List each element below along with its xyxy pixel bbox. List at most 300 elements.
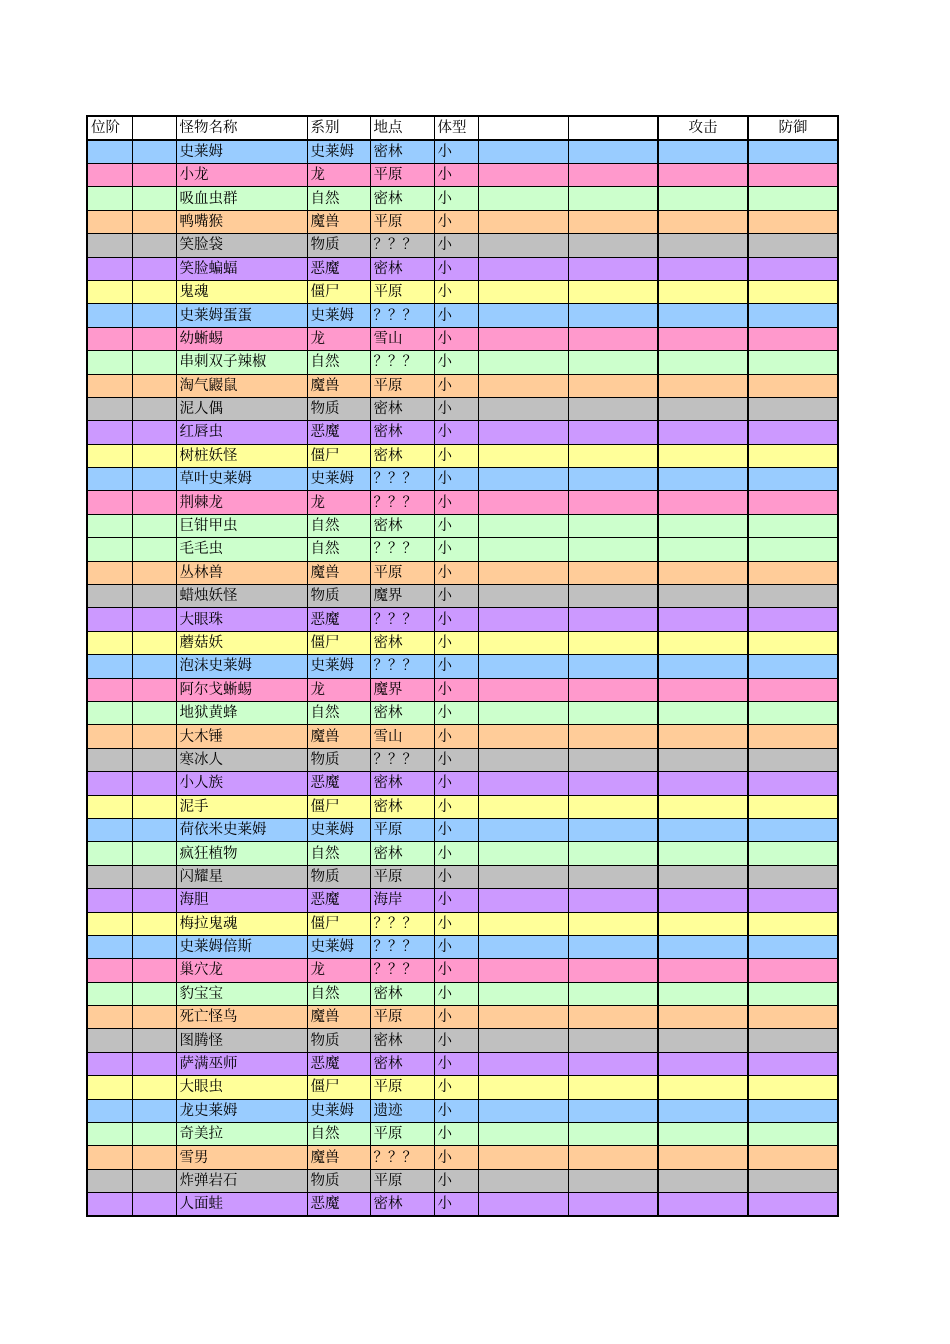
attack-cell bbox=[658, 959, 748, 982]
blank-cell bbox=[568, 351, 658, 374]
monster-name-cell: 疯狂植物 bbox=[176, 842, 307, 865]
location-cell: 密林 bbox=[370, 397, 434, 420]
family-cell: 物质 bbox=[307, 234, 370, 257]
blank-cell bbox=[478, 514, 568, 537]
attack-cell bbox=[658, 678, 748, 701]
rank-cell bbox=[87, 351, 132, 374]
rank-cell bbox=[87, 1146, 132, 1169]
blank-cell bbox=[568, 889, 658, 912]
header-attack: 攻击 bbox=[658, 116, 748, 140]
table-row bbox=[87, 1076, 838, 1099]
rank-cell bbox=[87, 842, 132, 865]
size-cell: 小 bbox=[434, 140, 478, 164]
attack-cell bbox=[658, 748, 748, 771]
blank-cell bbox=[478, 327, 568, 350]
blank-cell bbox=[132, 514, 176, 537]
table-row bbox=[87, 421, 838, 444]
blank-cell bbox=[568, 164, 658, 187]
defense-cell bbox=[748, 678, 838, 701]
blank-cell bbox=[568, 1052, 658, 1075]
defense-cell bbox=[748, 257, 838, 280]
blank-cell bbox=[568, 678, 658, 701]
monster-name-cell: 串刺双子辣椒 bbox=[176, 351, 307, 374]
defense-cell bbox=[748, 538, 838, 561]
location-cell: 平原 bbox=[370, 865, 434, 888]
blank-cell bbox=[568, 1029, 658, 1052]
family-cell: 自然 bbox=[307, 842, 370, 865]
family-cell: 龙 bbox=[307, 678, 370, 701]
location-cell: 雪山 bbox=[370, 327, 434, 350]
blank-cell bbox=[478, 748, 568, 771]
blank-cell bbox=[568, 280, 658, 303]
family-cell: 龙 bbox=[307, 164, 370, 187]
attack-cell bbox=[658, 889, 748, 912]
blank-cell bbox=[478, 772, 568, 795]
blank-cell bbox=[568, 514, 658, 537]
location-cell: 海岸 bbox=[370, 889, 434, 912]
blank-cell bbox=[478, 257, 568, 280]
rank-cell bbox=[87, 585, 132, 608]
table-row bbox=[87, 889, 838, 912]
family-cell: 史莱姆 bbox=[307, 304, 370, 327]
blank-cell bbox=[132, 444, 176, 467]
defense-cell bbox=[748, 514, 838, 537]
monster-name-cell: 笑脸袋 bbox=[176, 234, 307, 257]
blank-cell bbox=[132, 538, 176, 561]
defense-cell bbox=[748, 1193, 838, 1217]
blank-cell bbox=[478, 1123, 568, 1146]
family-cell: 僵尸 bbox=[307, 444, 370, 467]
rank-cell bbox=[87, 561, 132, 584]
attack-cell bbox=[658, 655, 748, 678]
size-cell: 小 bbox=[434, 772, 478, 795]
blank-cell bbox=[132, 187, 176, 210]
blank-cell bbox=[478, 795, 568, 818]
table-row bbox=[87, 351, 838, 374]
header-blank-1 bbox=[132, 116, 176, 140]
size-cell: 小 bbox=[434, 889, 478, 912]
blank-cell bbox=[568, 234, 658, 257]
rank-cell bbox=[87, 140, 132, 164]
table-row bbox=[87, 257, 838, 280]
defense-cell bbox=[748, 210, 838, 233]
size-cell: 小 bbox=[434, 327, 478, 350]
table-row bbox=[87, 1123, 838, 1146]
defense-cell bbox=[748, 561, 838, 584]
table-row bbox=[87, 164, 838, 187]
table-row bbox=[87, 865, 838, 888]
blank-cell bbox=[568, 725, 658, 748]
blank-cell bbox=[478, 304, 568, 327]
blank-cell bbox=[568, 585, 658, 608]
size-cell: 小 bbox=[434, 234, 478, 257]
size-cell: 小 bbox=[434, 585, 478, 608]
attack-cell bbox=[658, 842, 748, 865]
family-cell: 物质 bbox=[307, 585, 370, 608]
rank-cell bbox=[87, 257, 132, 280]
attack-cell bbox=[658, 351, 748, 374]
family-cell: 龙 bbox=[307, 327, 370, 350]
size-cell: 小 bbox=[434, 491, 478, 514]
table-row bbox=[87, 327, 838, 350]
rank-cell bbox=[87, 397, 132, 420]
location-cell: 密林 bbox=[370, 187, 434, 210]
table-row bbox=[87, 842, 838, 865]
rank-cell bbox=[87, 818, 132, 841]
size-cell: 小 bbox=[434, 468, 478, 491]
attack-cell bbox=[658, 725, 748, 748]
attack-cell bbox=[658, 304, 748, 327]
table-row bbox=[87, 959, 838, 982]
defense-cell bbox=[748, 655, 838, 678]
blank-cell bbox=[478, 585, 568, 608]
location-cell: 密林 bbox=[370, 1029, 434, 1052]
family-cell: 恶魔 bbox=[307, 608, 370, 631]
family-cell: 魔兽 bbox=[307, 210, 370, 233]
attack-cell bbox=[658, 561, 748, 584]
rank-cell bbox=[87, 491, 132, 514]
rank-cell bbox=[87, 1123, 132, 1146]
rank-cell bbox=[87, 748, 132, 771]
blank-cell bbox=[568, 865, 658, 888]
table-row bbox=[87, 585, 838, 608]
blank-cell bbox=[568, 397, 658, 420]
table-row bbox=[87, 1052, 838, 1075]
attack-cell bbox=[658, 164, 748, 187]
table-row bbox=[87, 982, 838, 1005]
rank-cell bbox=[87, 468, 132, 491]
blank-cell bbox=[132, 935, 176, 958]
blank-cell bbox=[132, 1099, 176, 1122]
table-row bbox=[87, 1169, 838, 1192]
attack-cell bbox=[658, 538, 748, 561]
rank-cell bbox=[87, 959, 132, 982]
location-cell: 密林 bbox=[370, 795, 434, 818]
attack-cell bbox=[658, 210, 748, 233]
monster-table-body bbox=[87, 116, 838, 1216]
blank-cell bbox=[132, 818, 176, 841]
size-cell: 小 bbox=[434, 935, 478, 958]
blank-cell bbox=[478, 1169, 568, 1192]
rank-cell bbox=[87, 164, 132, 187]
attack-cell bbox=[658, 1123, 748, 1146]
blank-cell bbox=[132, 701, 176, 724]
rank-cell bbox=[87, 444, 132, 467]
size-cell: 小 bbox=[434, 304, 478, 327]
blank-cell bbox=[132, 397, 176, 420]
blank-cell bbox=[132, 585, 176, 608]
rank-cell bbox=[87, 865, 132, 888]
blank-cell bbox=[568, 1123, 658, 1146]
defense-cell bbox=[748, 842, 838, 865]
monster-name-cell: 大眼珠 bbox=[176, 608, 307, 631]
monster-name-cell: 笑脸蝙蝠 bbox=[176, 257, 307, 280]
family-cell: 史莱姆 bbox=[307, 935, 370, 958]
blank-cell bbox=[132, 655, 176, 678]
rank-cell bbox=[87, 701, 132, 724]
size-cell: 小 bbox=[434, 655, 478, 678]
blank-cell bbox=[478, 561, 568, 584]
blank-cell bbox=[478, 701, 568, 724]
blank-cell bbox=[568, 257, 658, 280]
table-row bbox=[87, 818, 838, 841]
defense-cell bbox=[748, 631, 838, 654]
attack-cell bbox=[658, 631, 748, 654]
monster-name-cell: 草叶史莱姆 bbox=[176, 468, 307, 491]
size-cell: 小 bbox=[434, 1076, 478, 1099]
location-cell: 遗迹 bbox=[370, 1099, 434, 1122]
blank-cell bbox=[568, 491, 658, 514]
blank-cell bbox=[132, 210, 176, 233]
monster-name-cell: 史莱姆倍斯 bbox=[176, 935, 307, 958]
blank-cell bbox=[478, 1006, 568, 1029]
attack-cell bbox=[658, 1169, 748, 1192]
blank-cell bbox=[478, 210, 568, 233]
blank-cell bbox=[132, 1006, 176, 1029]
family-cell: 物质 bbox=[307, 748, 370, 771]
header-row bbox=[87, 116, 838, 140]
blank-cell bbox=[568, 631, 658, 654]
monster-name-cell: 阿尔戈蜥蜴 bbox=[176, 678, 307, 701]
size-cell: 小 bbox=[434, 1029, 478, 1052]
blank-cell bbox=[132, 1052, 176, 1075]
family-cell: 僵尸 bbox=[307, 631, 370, 654]
size-cell: 小 bbox=[434, 678, 478, 701]
family-cell: 史莱姆 bbox=[307, 818, 370, 841]
table-row bbox=[87, 538, 838, 561]
blank-cell bbox=[568, 818, 658, 841]
blank-cell bbox=[132, 468, 176, 491]
blank-cell bbox=[478, 1146, 568, 1169]
monster-name-cell: 树桩妖怪 bbox=[176, 444, 307, 467]
blank-cell bbox=[478, 374, 568, 397]
blank-cell bbox=[568, 655, 658, 678]
size-cell: 小 bbox=[434, 280, 478, 303]
family-cell: 魔兽 bbox=[307, 1146, 370, 1169]
attack-cell bbox=[658, 1193, 748, 1217]
blank-cell bbox=[132, 351, 176, 374]
defense-cell bbox=[748, 982, 838, 1005]
defense-cell bbox=[748, 772, 838, 795]
blank-cell bbox=[132, 1169, 176, 1192]
table-row bbox=[87, 444, 838, 467]
blank-cell bbox=[568, 327, 658, 350]
defense-cell bbox=[748, 234, 838, 257]
rank-cell bbox=[87, 514, 132, 537]
monster-name-cell: 蘑菇妖 bbox=[176, 631, 307, 654]
defense-cell bbox=[748, 725, 838, 748]
size-cell: 小 bbox=[434, 561, 478, 584]
blank-cell bbox=[478, 912, 568, 935]
table-row bbox=[87, 772, 838, 795]
monster-name-cell: 鬼魂 bbox=[176, 280, 307, 303]
size-cell: 小 bbox=[434, 1193, 478, 1217]
blank-cell bbox=[478, 538, 568, 561]
blank-cell bbox=[478, 842, 568, 865]
table-row bbox=[87, 1029, 838, 1052]
table-row bbox=[87, 748, 838, 771]
table-row bbox=[87, 725, 838, 748]
family-cell: 恶魔 bbox=[307, 1052, 370, 1075]
location-cell: ？？？ bbox=[370, 655, 434, 678]
location-cell: 平原 bbox=[370, 1076, 434, 1099]
family-cell: 恶魔 bbox=[307, 257, 370, 280]
header-location: 地点 bbox=[370, 116, 434, 140]
size-cell: 小 bbox=[434, 1099, 478, 1122]
blank-cell bbox=[568, 701, 658, 724]
size-cell: 小 bbox=[434, 1052, 478, 1075]
size-cell: 小 bbox=[434, 1146, 478, 1169]
monster-name-cell: 荆棘龙 bbox=[176, 491, 307, 514]
family-cell: 自然 bbox=[307, 701, 370, 724]
defense-cell bbox=[748, 748, 838, 771]
family-cell: 物质 bbox=[307, 1029, 370, 1052]
defense-cell bbox=[748, 818, 838, 841]
rank-cell bbox=[87, 725, 132, 748]
rank-cell bbox=[87, 655, 132, 678]
monster-name-cell: 图腾怪 bbox=[176, 1029, 307, 1052]
blank-cell bbox=[478, 468, 568, 491]
blank-cell bbox=[132, 234, 176, 257]
location-cell: 魔界 bbox=[370, 585, 434, 608]
blank-cell bbox=[132, 164, 176, 187]
defense-cell bbox=[748, 608, 838, 631]
defense-cell bbox=[748, 304, 838, 327]
table-row bbox=[87, 468, 838, 491]
monster-name-cell: 史莱姆蛋蛋 bbox=[176, 304, 307, 327]
header-family: 系别 bbox=[307, 116, 370, 140]
blank-cell bbox=[568, 561, 658, 584]
blank-cell bbox=[478, 397, 568, 420]
family-cell: 物质 bbox=[307, 397, 370, 420]
monster-name-cell: 吸血虫群 bbox=[176, 187, 307, 210]
monster-name-cell: 鸭嘴猴 bbox=[176, 210, 307, 233]
blank-cell bbox=[132, 678, 176, 701]
defense-cell bbox=[748, 351, 838, 374]
blank-cell bbox=[568, 772, 658, 795]
location-cell: ？？？ bbox=[370, 304, 434, 327]
blank-cell bbox=[478, 889, 568, 912]
location-cell: 平原 bbox=[370, 280, 434, 303]
blank-cell bbox=[568, 1146, 658, 1169]
blank-cell bbox=[568, 1099, 658, 1122]
location-cell: ？？？ bbox=[370, 912, 434, 935]
attack-cell bbox=[658, 795, 748, 818]
monster-name-cell: 梅拉鬼魂 bbox=[176, 912, 307, 935]
blank-cell bbox=[478, 280, 568, 303]
blank-cell bbox=[478, 818, 568, 841]
table-row bbox=[87, 234, 838, 257]
blank-cell bbox=[568, 140, 658, 164]
monster-name-cell: 死亡怪鸟 bbox=[176, 1006, 307, 1029]
size-cell: 小 bbox=[434, 210, 478, 233]
size-cell: 小 bbox=[434, 444, 478, 467]
location-cell: 密林 bbox=[370, 1052, 434, 1075]
rank-cell bbox=[87, 795, 132, 818]
monster-name-cell: 龙史莱姆 bbox=[176, 1099, 307, 1122]
size-cell: 小 bbox=[434, 164, 478, 187]
blank-cell bbox=[568, 538, 658, 561]
blank-cell bbox=[478, 865, 568, 888]
monster-name-cell: 淘气鼹鼠 bbox=[176, 374, 307, 397]
monster-name-cell: 小人族 bbox=[176, 772, 307, 795]
monster-name-cell: 蜡烛妖怪 bbox=[176, 585, 307, 608]
blank-cell bbox=[568, 912, 658, 935]
defense-cell bbox=[748, 912, 838, 935]
blank-cell bbox=[478, 982, 568, 1005]
blank-cell bbox=[132, 1029, 176, 1052]
size-cell: 小 bbox=[434, 912, 478, 935]
family-cell: 自然 bbox=[307, 351, 370, 374]
defense-cell bbox=[748, 795, 838, 818]
blank-cell bbox=[568, 304, 658, 327]
family-cell: 自然 bbox=[307, 1123, 370, 1146]
blank-cell bbox=[132, 1193, 176, 1217]
blank-cell bbox=[132, 795, 176, 818]
rank-cell bbox=[87, 608, 132, 631]
rank-cell bbox=[87, 1052, 132, 1075]
monster-table bbox=[86, 115, 839, 1217]
attack-cell bbox=[658, 257, 748, 280]
blank-cell bbox=[132, 140, 176, 164]
defense-cell bbox=[748, 1052, 838, 1075]
defense-cell bbox=[748, 1029, 838, 1052]
size-cell: 小 bbox=[434, 865, 478, 888]
location-cell: 密林 bbox=[370, 982, 434, 1005]
size-cell: 小 bbox=[434, 421, 478, 444]
table-row bbox=[87, 397, 838, 420]
blank-cell bbox=[478, 631, 568, 654]
blank-cell bbox=[132, 280, 176, 303]
family-cell: 自然 bbox=[307, 187, 370, 210]
monster-name-cell: 泡沫史莱姆 bbox=[176, 655, 307, 678]
attack-cell bbox=[658, 491, 748, 514]
defense-cell bbox=[748, 1169, 838, 1192]
blank-cell bbox=[132, 1076, 176, 1099]
blank-cell bbox=[478, 935, 568, 958]
attack-cell bbox=[658, 1076, 748, 1099]
monster-name-cell: 小龙 bbox=[176, 164, 307, 187]
attack-cell bbox=[658, 327, 748, 350]
size-cell: 小 bbox=[434, 374, 478, 397]
location-cell: 平原 bbox=[370, 164, 434, 187]
rank-cell bbox=[87, 678, 132, 701]
blank-cell bbox=[132, 842, 176, 865]
rank-cell bbox=[87, 1169, 132, 1192]
rank-cell bbox=[87, 1006, 132, 1029]
attack-cell bbox=[658, 1029, 748, 1052]
blank-cell bbox=[478, 421, 568, 444]
location-cell: ？？？ bbox=[370, 351, 434, 374]
family-cell: 恶魔 bbox=[307, 421, 370, 444]
monster-name-cell: 荷依米史莱姆 bbox=[176, 818, 307, 841]
table-row bbox=[87, 210, 838, 233]
defense-cell bbox=[748, 468, 838, 491]
blank-cell bbox=[568, 842, 658, 865]
family-cell: 恶魔 bbox=[307, 1193, 370, 1217]
rank-cell bbox=[87, 304, 132, 327]
defense-cell bbox=[748, 1123, 838, 1146]
family-cell: 史莱姆 bbox=[307, 1099, 370, 1122]
table-row bbox=[87, 678, 838, 701]
header-monster-name: 怪物名称 bbox=[176, 116, 307, 140]
family-cell: 自然 bbox=[307, 982, 370, 1005]
defense-cell bbox=[748, 280, 838, 303]
location-cell: ？？？ bbox=[370, 538, 434, 561]
defense-cell bbox=[748, 1006, 838, 1029]
rank-cell bbox=[87, 1099, 132, 1122]
header-size: 体型 bbox=[434, 116, 478, 140]
